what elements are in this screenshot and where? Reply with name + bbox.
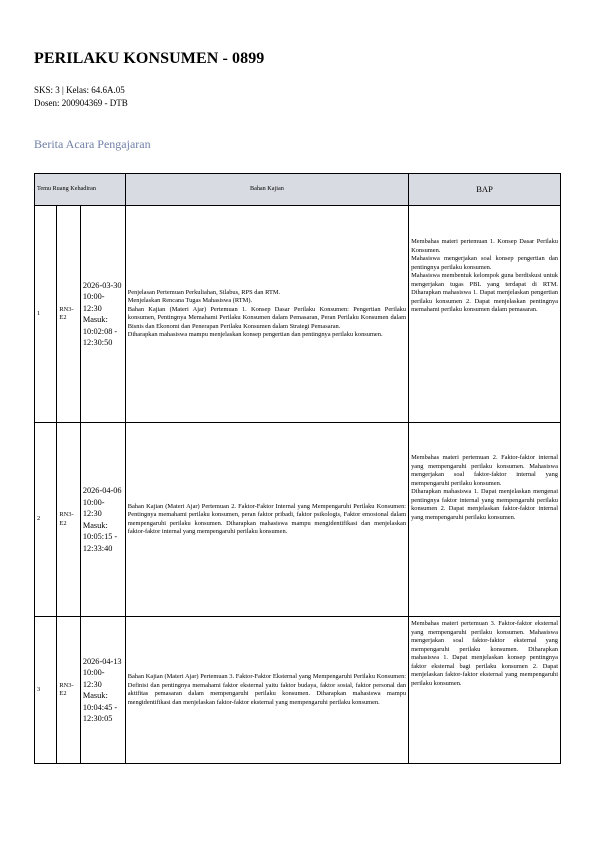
header-study-material: Bahan Kajian xyxy=(125,174,408,206)
bap-cell xyxy=(409,206,561,423)
study-material-cell xyxy=(125,206,408,423)
attendance-time: 2026-04-13 10:00-12:30 Masuk: 10:04:45 - 12:30:05 xyxy=(80,617,125,764)
attendance-time: 2026-04-06 10:00-12:30 Masuk: 10:05:15 - 12:33:40 xyxy=(80,423,125,617)
meeting-number: 1 xyxy=(35,206,57,423)
lecturer-line: Dosen: 200904369 - DTB xyxy=(34,98,128,108)
table-header-row xyxy=(35,174,561,206)
material-paragraph: Menjelaskan Rencana Tugas Mahasiswa (RTM). xyxy=(127,297,253,304)
sks-class-line: SKS: 3 | Kelas: 64.6A.05 xyxy=(34,85,125,95)
material-paragraph: Penjelasan Pertemuan Perkuliahan, Silabus, RPS dan RTM. xyxy=(127,288,281,296)
meeting-number: 3 xyxy=(35,617,57,764)
teaching-record-table xyxy=(34,173,561,764)
material-paragraph: Bahan Kajian (Materi Ajar) Pertemuan 1. Konsep Dasar Perilaku Konsumen: Pengertian Perilaku konsumen, Pentingnya Memahami Perilaku Konsumen dalam Pemasaran, Peran Perilaku Konsumen dalam Bisnis dan Ekonomi dan Penerapan Perilaku Konsumen dalam Strategi Pemasaran. xyxy=(127,305,407,330)
attendance-time: 2026-03-30 10:00-12:30 Masuk: 10:02:08 - 12:30:50 xyxy=(80,206,125,423)
bap-cell xyxy=(409,617,561,764)
material-paragraph: Diharapkan mahasiswa mampu menjelaskan konsep pengertian dan pentingnya perilaku konsumen. xyxy=(127,331,383,338)
bap-paragraph: Membahas materi pertemuan 3. Faktor-faktor eksternal yang mempengaruhi perilaku konsumen. Mahasiswa mengerjakan soal faktor-faktor eksternal yang mempengaruhi perilaku konsumen. Diharapkan mahasiswa 1. Dapat menjelaskan konsep pentingnya faktor eksternal bagi perilaku konsumen 2. Dapat menjelaskan faktor-faktor eksternal yang mempengaruhi perilaku konsumen. xyxy=(411,620,558,687)
room-code: RN3-E2 xyxy=(57,617,80,764)
room-code: RN3-E2 xyxy=(57,423,80,617)
bap-paragraph: Membahas materi pertemuan 1. Konsep Dasar Perilaku Konsumen. xyxy=(411,238,558,254)
bap-paragraph: Membahas materi pertemuan 2. Faktor-faktor internal yang mempengaruhi perilaku konsumen. Mahasiswa mengerjakan soal faktor-faktor internal yang mempengaruhi perilaku konsumen. xyxy=(411,454,558,487)
bap-cell xyxy=(409,423,561,617)
bap-paragraph: Mahasiswa mengerjakan soal konsep pengertian dan pentingnya perilaku konsumen. xyxy=(411,255,558,271)
study-material-cell xyxy=(125,423,408,617)
bap-paragraph: Diharapkan mahasiswa 1. Dapat menjelaskan mengenai pentingnya faktor internal yang mempengaruhi perilaku konsumen 2. Dapat menjelaskan faktor-faktor internal yang mempengaruhi perilaku konsumen. xyxy=(411,488,558,521)
header-bap: BAP xyxy=(409,174,561,206)
study-material-cell xyxy=(125,617,408,764)
table-row xyxy=(35,617,561,764)
material-paragraph: Bahan Kajian (Materi Ajar) Pertemuan 2. Faktor-Faktor Internal yang Mempengaruhi Perilaku Konsumen: Pentingnya memahami perilaku konsumen, peran faktor pribadi, faktor psikologis, Faktor emosional dalam mempengaruhi perilaku konsumen. Diharapkan mahasiswa mampu mengidentifikasi dan menjelaskan faktor-faktor internal yang mempengaruhi perilaku konsumen. xyxy=(127,502,407,535)
section-title: Berita Acara Pengajaran xyxy=(34,137,151,151)
table-row xyxy=(35,206,561,423)
material-paragraph: Bahan Kajian (Materi Ajar) Pertemuan 3. Faktor-Faktor Eksternal yang Mempengaruhi Perilaku Konsumen: Definisi dan pentingnya memahami faktor eksternal yaitu faktor budaya, faktor sosial, faktor personal dan aktifitas pemasaran dalam mempengaruhi perilaku konsumen. Diharapkan mahasiswa mampu mengidentifikasi dan menjelaskan faktor-faktor eksternal yang mempengaruhi perilaku konsumen. xyxy=(127,673,407,706)
header-meeting-room-attendance: Temu Ruang Kehadiran xyxy=(35,174,126,206)
course-title: PERILAKU KONSUMEN - 0899 xyxy=(34,50,265,67)
meeting-number: 2 xyxy=(35,423,57,617)
table-row xyxy=(35,423,561,617)
room-code: RN3-E2 xyxy=(57,206,80,423)
bap-paragraph: Mahasiswa membentuk kelompok guna berdiskusi untuk mengerjakan tugas PBL yang terdapat di RTM. Diharapkan mahasiswa 1. Dapat menjelaskan pengertian perilaku konsumen 2. Dapat menjelaskan pentingnya memahami perilaku konsumen dalam pemasaran. xyxy=(411,272,558,313)
